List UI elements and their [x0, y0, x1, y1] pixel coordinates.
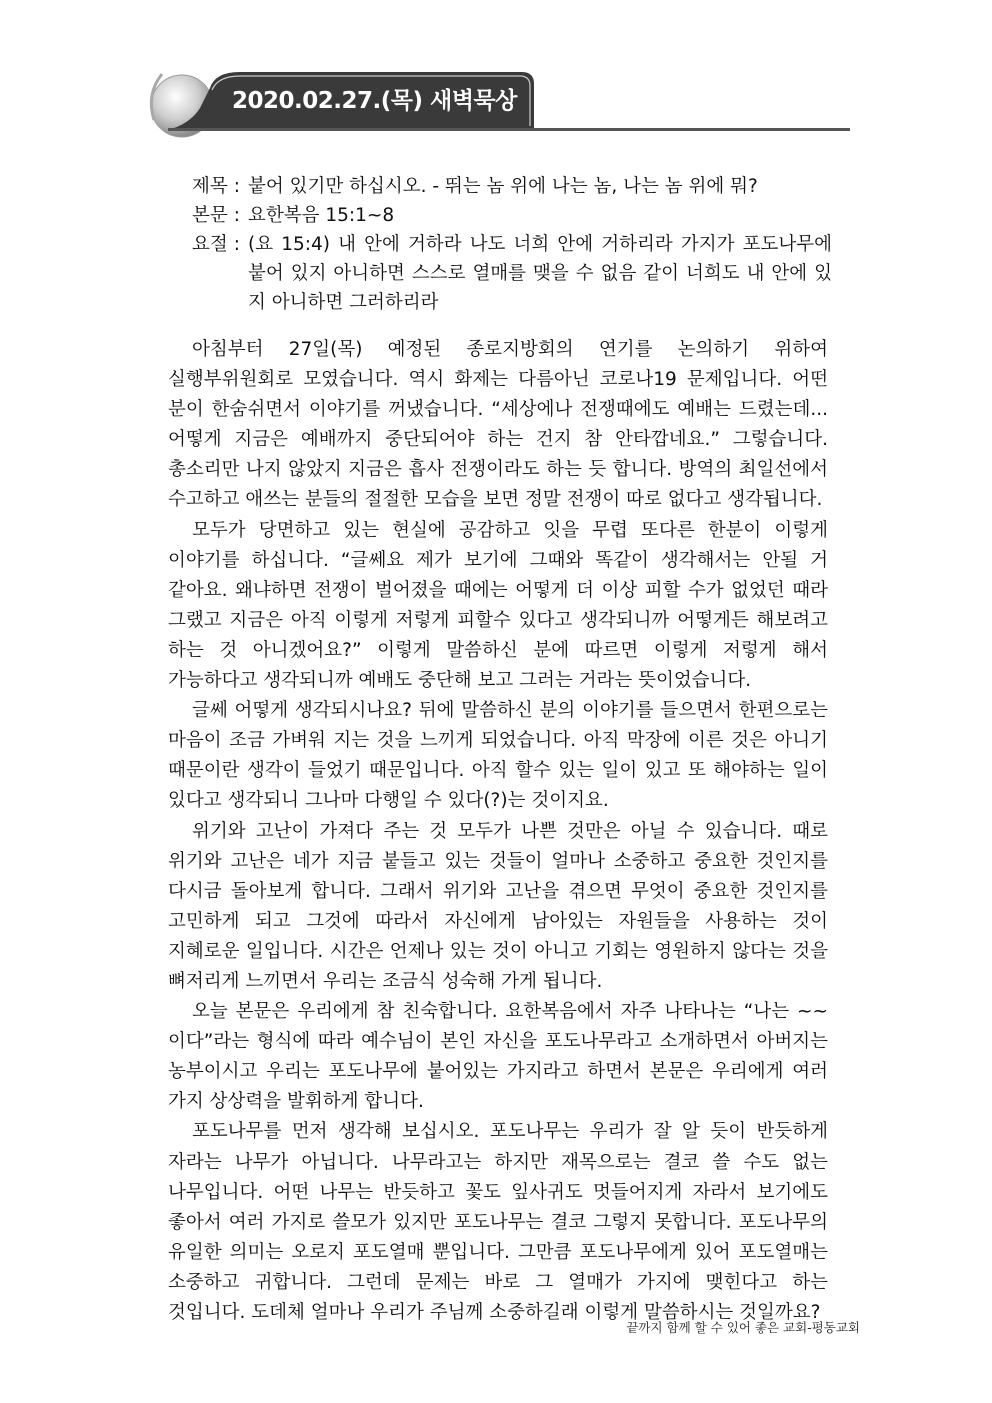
paragraph: 위기와 고난이 가져다 주는 것 모두가 나쁜 것만은 아닐 수 있습니다. 때로 위기와 고난은 네가 지금 붙들고 있는 것들이 얼마나 소중하고 중요한 것인지를 다시금 돌아보게 합니다. 그래서 위기와 고난을 겪으면 무엇이 중요한 것인지를 고민하게 되고 그것에 따라서 자신에게 남아있는 자원들을 사용하는 것이 지혜로운 일입니다. 시간은 언제나 있는 것이 아니고 기회는 영원하지 않다는 것을 뼈저리게 느끼면서 우리는 조금식 성숙해 가게 됩니다. [168, 820, 828, 992]
paragraph: 아침부터 27일(목) 예정된 종로지방회의 연기를 논의하기 위하여 실행부위원회로 모였습니다. 역시 화제는 다름아닌 코로나19 문제입니다. 어떤 분이 한숨쉬면서 이야기를 꺼냈습니다. “세상에나 전쟁때에도 예배는 드렸는데... 어떻게 지금은 예배까지 중단되어야 하는 건지 참 안타깝네요.” 그렇습니다. 총소리만 나지 않았지 지금은 흡사 전쟁이라도 하는 듯 합니다. 방역의 최일선에서 수고하고 애쓰는 분들의 절절한 모습을 보면 정말 전쟁이 따로 없다고 생각됩니다. [168, 339, 828, 511]
scripture-reference: 요한복음 15:1~8 [247, 205, 395, 226]
paragraph: 모두가 당면하고 있는 현실에 공감하고 잇을 무렵 또다른 한분이 이렇게 이야기를 하십니다. “글쎄요 제가 보기에 그때와 똑같이 생각해서는 안될 거 같아요. 왜냐하면 전쟁이 벌어졌을 때에는 어떻게 더 이상 피할 수가 없었던 때라 그랬고 지금은 아직 이렇게 저렇게 피할수 있다고 생각되니까 어떻게든 해보려고 하는 것 아니겠어요?” 이렇게 말씀하신 분에 따르면 이렇게 저렇게 해서 가능하다고 생각되니까 예배도 중단해 보고 그러는 거라는 뜻이었습니다. [168, 519, 828, 692]
meta-separator: : [233, 234, 240, 255]
meta-text-row [192, 201, 832, 230]
meta-verse-key: 요절 [192, 234, 228, 255]
page-title: 2020.02.27.(목) 새벽묵상 [232, 88, 517, 114]
meta-separator: : [233, 176, 240, 197]
key-verse: (요 15:4) 내 안에 거하라 나도 너희 안에 거하리라 가지가 포도나무에 붙어 있지 아니하면 스스로 열매를 맺을 수 없음 같이 너희도 내 안에 있지 아니하면 그러하리라 [247, 234, 832, 313]
paragraph: 포도나무를 먼저 생각해 보십시오. 포도나무는 우리가 잘 알 듯이 반듯하게 자라는 나무가 아닙니다. 나무라고는 하지만 재목으로는 결코 쓸 수도 없는 나무입니다. 어떤 나무는 반듯하고 꽃도 잎사귀도 멋들어지게 자라서 보기에도 좋아서 여러 가지로 쓸모가 있지만 포도나무는 결코 그렇지 못합니다. 포도나무의 유일한 의미는 오로지 포도열매 뿐입니다. 그만큼 포도나무에게 있어 포도열매는 소중하고 귀합니다. 그런데 문제는 바로 그 열매가 가지에 맺힌다고 하는 것입니다. 도데체 얼마나 우리가 주님께 소중하길래 이렇게 말씀하시는 것일까요? [168, 1121, 828, 1323]
header-banner [140, 68, 852, 138]
sermon-meta [192, 172, 832, 317]
meta-title-row [192, 172, 832, 201]
paragraph: 글쎄 어떻게 생각되시나요? 뒤에 말씀하신 분의 이야기를 들으면서 한편으로는 마음이 조금 가벼워 지는 것을 느끼게 되었습니다. 아직 막장에 이른 것은 아니기 때문이란 생각이 들었기 때문입니다. 아직 할수 있는 일이 있고 또 해야하는 일이 있다고 생각되니 그나마 다행일 수 있다(?)는 것이지요. [168, 700, 828, 812]
sermon-title: 붙어 있기만 하십시오. - 뛰는 놈 위에 나는 놈, 나는 놈 위에 뭐? [247, 176, 758, 197]
meta-title-key: 제목 [192, 176, 228, 197]
meta-text-key: 본문 [192, 205, 228, 226]
paragraph: 오늘 본문은 우리에게 참 친숙합니다. 요한복음에서 자주 나타나는 “나는 ~~이다”라는 형식에 따라 예수님이 본인 자신을 포도나무라고 소개하면서 아버지는 농부이시고 우리는 포도나무에 붙어있는 가지라고 하면서 본문은 우리에게 여러 가지 상상력을 발휘하게 합니다. [168, 1001, 828, 1113]
footer-note: 끝까지 함께 할 수 있어 좋은 교회-평동교회 [626, 1320, 860, 1335]
meta-verse-row [192, 230, 832, 317]
meta-separator: : [233, 205, 240, 226]
sermon-body [168, 335, 828, 1328]
